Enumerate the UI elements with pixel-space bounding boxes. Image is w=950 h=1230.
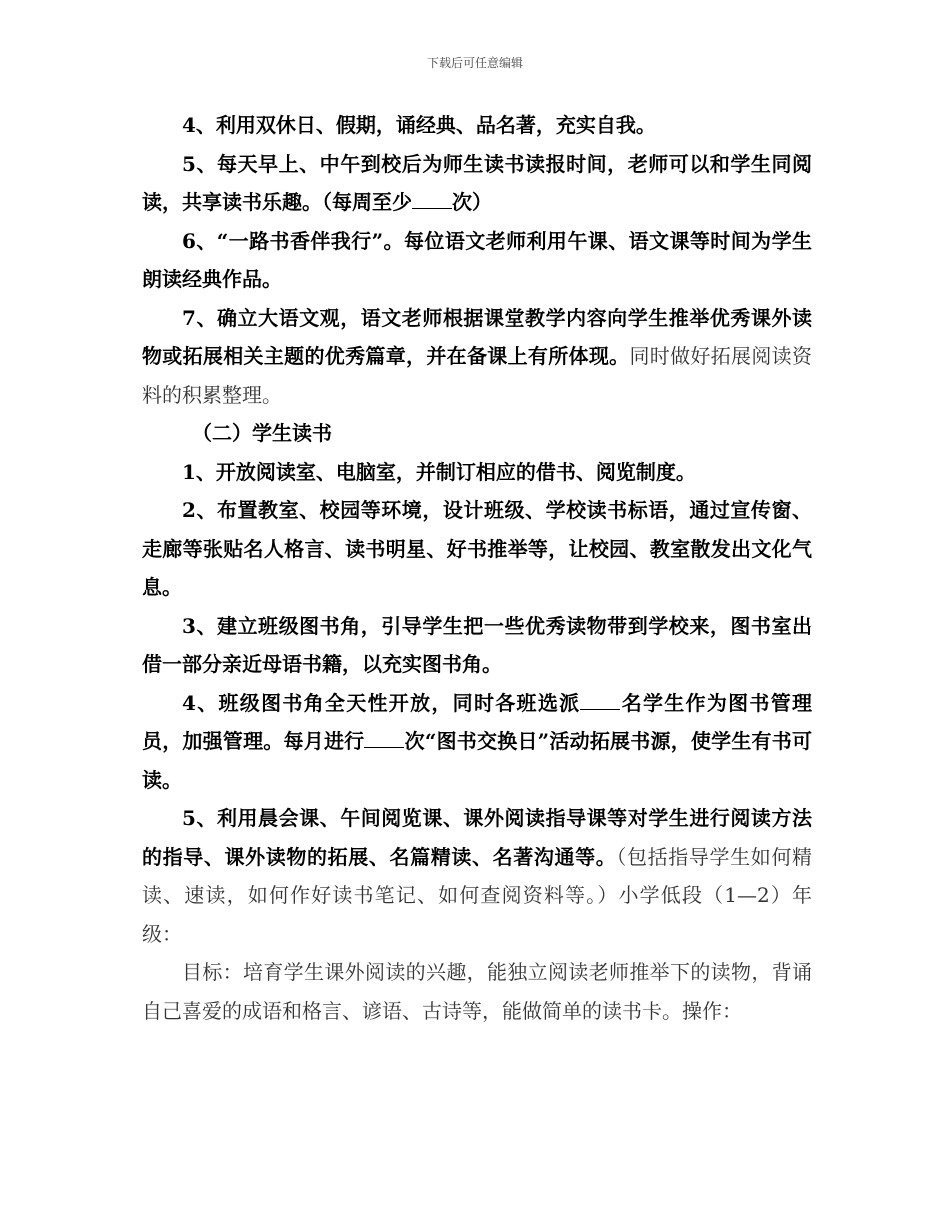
student-paragraph-5 bbox=[142, 799, 812, 953]
student-paragraph-4 bbox=[142, 684, 812, 800]
student-paragraph-5-normal: （包括指导学生如何精读、速读，如何作好读书笔记、如何查阅资料等。）小学低段（1—2）年级： bbox=[142, 844, 812, 946]
paragraph-5-text: 5、每天早上、中午到校后为师生读书读报时间，老师可以和学生同阅读，共享读书乐趣。（每周至少 bbox=[142, 151, 812, 214]
student-paragraph-5-bold: 5、利用晨会课、午间阅览课、课外阅读指导课等对学生进行阅读方法的指导、课外读物的拓展、名篇精读、名著沟通等。 bbox=[142, 806, 812, 869]
paragraph-4: 4、利用双休日、假期，诵经典、品名著，充实自我。 bbox=[182, 113, 656, 137]
fill-blank bbox=[364, 746, 404, 748]
fill-blank bbox=[580, 708, 620, 710]
paragraph-6: 6、“一路书香伴我行”。每位语文老师利用午课、语文课等时间为学生朗读经典作品。 bbox=[142, 228, 812, 291]
paragraph-5-end: 次） bbox=[452, 190, 492, 214]
student-paragraph-1: 1、开放阅读室、电脑室，并制订相应的借书、阅览制度。 bbox=[182, 459, 696, 484]
fill-blank bbox=[412, 207, 452, 209]
section-heading-student-reading: （二）学生读书 bbox=[192, 421, 332, 445]
student-paragraph-4-a: 4、班级图书角全天性开放，同时各班选派 bbox=[182, 690, 581, 715]
student-paragraph-3: 3、建立班级图书角，引导学生把一些优秀读物带到学校来，图书室出借一部分亲近母语书籍，以充实图书角。 bbox=[142, 613, 812, 676]
goal-paragraph: 目标：培育学生课外阅读的兴趣，能独立阅读老师推举下的读物，背诵自己喜爱的成语和格言、谚语、古诗等，能做简单的读书卡。操作： bbox=[142, 960, 812, 1023]
paragraph-7 bbox=[142, 299, 812, 415]
student-paragraph-4-b: 名学生作为图书管理员，加强管理。每月进行 bbox=[142, 690, 813, 753]
student-paragraph-4-c: 次“图书交换日”活动拓展书源，使学生有书可读。 bbox=[142, 729, 812, 792]
paragraph-7-bold: 7、确立大语文观，语文老师根据课堂教学内容向学生推举优秀课外读物或拓展相关主题的优秀篇章，并在备课上有所体现。 bbox=[142, 305, 812, 368]
page-header: 下载后可任意编辑 bbox=[426, 56, 523, 70]
paragraph-5 bbox=[142, 145, 812, 222]
student-paragraph-2: 2、布置教室、校园等环境，设计班级、学校读书标语，通过宣传窗、走廊等张贴名人格言、读书明星、好书推举等，让校园、教室散发出文化气息。 bbox=[142, 498, 812, 599]
paragraph-7-normal: 同时做好拓展阅读资料的积累整理。 bbox=[142, 344, 812, 407]
document-body bbox=[142, 106, 812, 1030]
